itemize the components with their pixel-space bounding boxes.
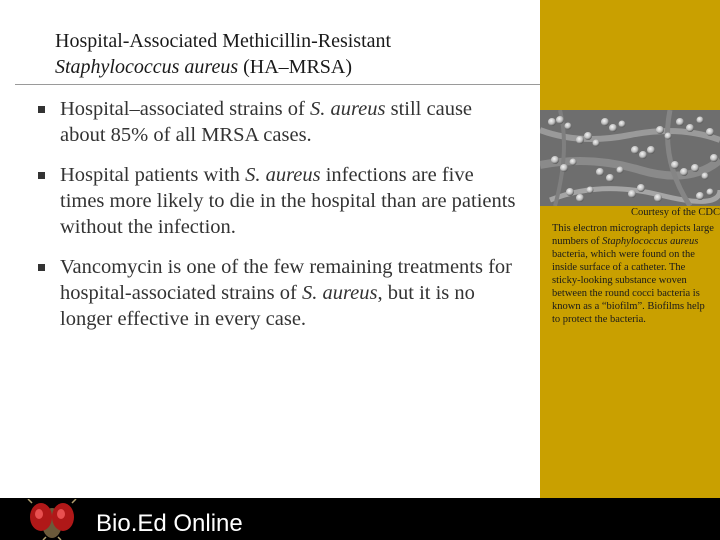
- bullet-square-icon: [38, 172, 45, 179]
- title-line-1: Hospital-Associated Methicillin-Resistant: [55, 30, 392, 52]
- bullet-square-icon: [38, 106, 45, 113]
- bullet-item: [38, 254, 518, 332]
- caption-text: This electron micrograph depicts large numbers of: [552, 223, 714, 247]
- bullet-text: infections are five times more likely to die in the hospital than are patients without the infection.: [60, 164, 516, 238]
- fly-logo-icon: [26, 499, 78, 540]
- image-caption: [552, 222, 714, 326]
- bullet-text: still cause about 85% of all MRSA cases.: [60, 98, 473, 146]
- caption-text: bacteria, which were found on the inside surface of a catheter. The sticky-looking substance woven between the round cocci bacteria is known as a “biofilm”. Biofilms help to protect the bacteria.: [552, 249, 705, 325]
- caption-species: Staphylococcus aureus: [602, 236, 699, 247]
- electron-micrograph-image: [540, 110, 720, 206]
- bullet-item: [38, 162, 518, 240]
- bullet-species: S. aureus: [309, 98, 386, 120]
- bullet-species: S. aureus: [245, 164, 321, 186]
- title-divider: [15, 84, 540, 85]
- bullet-text: , but it is no longer effective in every case.: [60, 282, 475, 330]
- bullet-square-icon: [38, 264, 45, 271]
- image-credit: Courtesy of the CDC: [631, 207, 720, 218]
- bullet-list: [38, 96, 518, 346]
- slide-title: [55, 28, 525, 80]
- title-species: Staphylococcus aureus: [55, 56, 239, 78]
- footer-brand: Bio.Ed Online: [96, 510, 243, 537]
- bullet-item: [38, 96, 518, 148]
- bullet-text: Vancomycin is one of the few remaining treatments for hospital-associated strains of: [60, 256, 512, 304]
- title-abbrev: (HA–MRSA): [238, 56, 353, 78]
- bullet-species: S. aureus: [301, 282, 378, 304]
- title-line-2: [55, 54, 525, 80]
- bullet-text: Hospital patients with: [60, 164, 246, 186]
- bullet-text: Hospital–associated strains of: [60, 98, 310, 120]
